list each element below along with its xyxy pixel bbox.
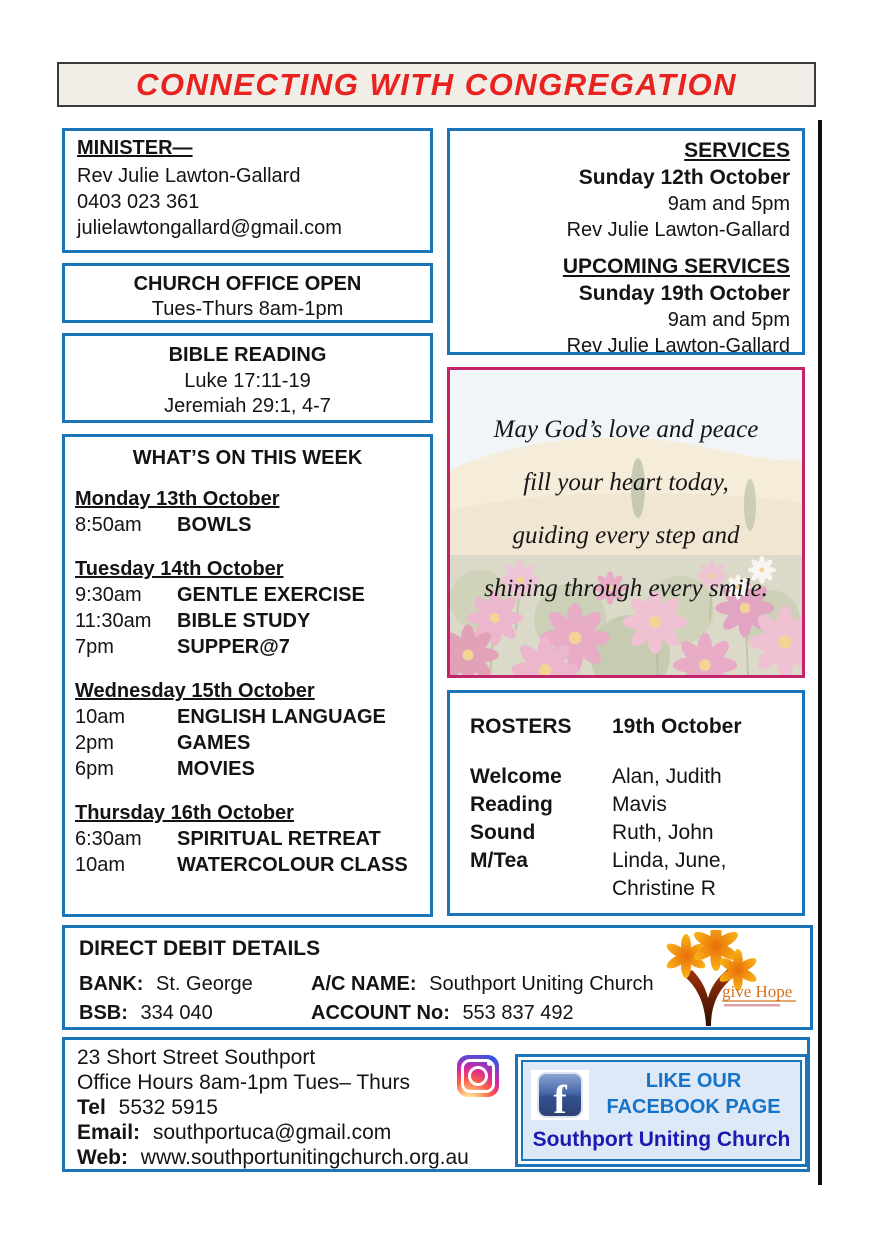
day-monday <box>75 486 420 538</box>
direct-debit-box <box>62 925 813 1030</box>
quote-line: guiding every step and <box>512 522 740 549</box>
service-date: Sunday 12th October <box>578 166 790 189</box>
footer-contact-box <box>62 1037 810 1172</box>
event-row <box>75 730 420 756</box>
event-name: SPIRITUAL RETREAT <box>177 828 381 850</box>
facebook-like-text <box>593 1068 794 1120</box>
acname-value: Southport Uniting Church <box>429 973 654 995</box>
facebook-like-line2: FACEBOOK PAGE <box>606 1096 781 1118</box>
bsb-cell <box>79 999 311 1028</box>
church-office-box <box>62 263 433 323</box>
upcoming-service-minister: Rev Julie Lawton-Gallard <box>566 335 790 357</box>
event-time: 9:30am <box>75 584 142 606</box>
event-row <box>75 852 420 878</box>
bank-cell <box>79 970 311 999</box>
event-time: 8:50am <box>75 514 142 536</box>
event-time: 10am <box>75 706 126 728</box>
upcoming-service-times: 9am and 5pm <box>667 309 790 331</box>
tel-label: Tel <box>77 1096 106 1119</box>
rosters-heading-row <box>470 713 802 741</box>
give-hope-text: give Hope <box>722 982 793 1001</box>
acname-label: A/C NAME: <box>311 973 417 995</box>
event-row <box>75 512 420 538</box>
account-cell <box>311 999 574 1028</box>
day-date: Thursday 16th October <box>75 802 294 824</box>
day-date: Monday 13th October <box>75 488 280 510</box>
roster-names: Alan, Judith <box>612 765 722 788</box>
day-thursday <box>75 800 420 878</box>
address-line: 23 Short Street Southport <box>77 1046 316 1069</box>
bank-value: St. George <box>156 973 253 995</box>
event-time: 10am <box>75 854 126 876</box>
event-time: 6:30am <box>75 828 142 850</box>
page-edge-line <box>818 120 822 1185</box>
instagram-icon <box>457 1055 499 1097</box>
rosters-heading: ROSTERS <box>470 715 572 738</box>
email-value: southportuca@gmail.com <box>152 1121 392 1144</box>
day-date: Tuesday 14th October <box>75 558 284 580</box>
facebook-like-line1: LIKE OUR <box>645 1070 742 1092</box>
facebook-icon-frame <box>531 1070 589 1120</box>
bible-reading-2: Jeremiah 29:1, 4-7 <box>164 395 331 417</box>
spacer <box>450 243 790 253</box>
direct-debit-heading: DIRECT DEBIT DETAILS <box>79 937 321 960</box>
services-box <box>447 128 805 355</box>
account-value: 553 837 492 <box>462 1002 574 1024</box>
event-name: SUPPER@7 <box>177 636 290 658</box>
event-time: 11:30am <box>75 610 152 632</box>
bible-reading-heading: BIBLE READING <box>168 344 327 366</box>
whats-on-box <box>62 434 433 917</box>
facebook-page-name: Southport Uniting Church <box>532 1128 791 1151</box>
minister-name: Rev Julie Lawton-Gallard <box>77 165 301 187</box>
day-wednesday <box>75 678 420 782</box>
quote-image-box <box>447 367 805 678</box>
title-banner <box>57 62 816 107</box>
bible-reading-box <box>62 333 433 423</box>
rosters-box <box>447 690 805 916</box>
event-time: 2pm <box>75 732 114 754</box>
church-office-hours: Tues-Thurs 8am-1pm <box>151 298 344 320</box>
event-row <box>75 582 420 608</box>
give-hope-logo <box>650 930 800 1026</box>
upcoming-services-heading: UPCOMING SERVICES <box>562 255 790 278</box>
minister-heading: MINISTER— <box>77 137 193 159</box>
roster-names: Ruth, John <box>612 821 714 844</box>
web-value: www.southportunitingchurch.org.au <box>140 1146 469 1169</box>
event-name: GAMES <box>177 732 251 754</box>
tel-value: 5532 5915 <box>118 1096 218 1119</box>
office-hours-line: Office Hours 8am-1pm Tues– Thurs <box>77 1071 411 1094</box>
event-name: WATERCOLOUR CLASS <box>177 854 408 876</box>
event-time: 6pm <box>75 758 114 780</box>
bank-label: BANK: <box>79 973 144 995</box>
minister-phone: 0403 023 361 <box>77 191 200 213</box>
service-times: 9am and 5pm <box>667 193 790 215</box>
roster-names: Mavis <box>612 793 667 816</box>
upcoming-service-date: Sunday 19th October <box>578 282 790 305</box>
event-time: 7pm <box>75 636 114 658</box>
day-date: Wednesday 15th October <box>75 680 315 702</box>
event-row <box>75 704 420 730</box>
whats-on-heading: WHAT’S ON THIS WEEK <box>132 447 363 469</box>
bible-reading-1: Luke 17:11-19 <box>184 370 311 392</box>
event-name: MOVIES <box>177 758 255 780</box>
bsb-value: 334 040 <box>140 1002 213 1024</box>
acname-cell <box>311 970 654 999</box>
account-label: ACCOUNT No: <box>311 1002 450 1024</box>
roster-role: Reading <box>470 793 553 816</box>
web-label: Web: <box>77 1146 128 1169</box>
roster-names: Christine R <box>612 877 716 900</box>
roster-row-continuation <box>470 875 802 903</box>
day-tuesday <box>75 556 420 660</box>
event-row <box>75 634 420 660</box>
roster-role: Welcome <box>470 765 562 788</box>
quote-text <box>450 370 802 675</box>
quote-line: May God’s love and peace <box>493 416 759 443</box>
event-name: BOWLS <box>177 514 252 536</box>
bsb-label: BSB: <box>79 1002 128 1024</box>
roster-row <box>470 791 802 819</box>
minister-email: julielawtongallard@gmail.com <box>77 217 342 239</box>
event-row <box>75 756 420 782</box>
quote-line: shining through every smile. <box>484 575 768 602</box>
event-row <box>75 608 420 634</box>
rosters-date: 19th October <box>612 715 742 738</box>
roster-row <box>470 819 802 847</box>
event-name: GENTLE EXERCISE <box>177 584 365 606</box>
roster-role: M/Tea <box>470 849 528 872</box>
event-name: ENGLISH LANGUAGE <box>177 706 386 728</box>
event-row <box>75 826 420 852</box>
email-label: Email: <box>77 1121 141 1144</box>
roster-names: Linda, June, <box>612 849 727 872</box>
minister-box <box>62 128 433 253</box>
facebook-icon: f <box>537 1072 583 1118</box>
church-office-heading: CHURCH OFFICE OPEN <box>133 273 362 295</box>
page-title: CONNECTING WITH CONGREGATION <box>135 66 738 102</box>
services-heading: SERVICES <box>684 139 790 162</box>
quote-line: fill your heart today, <box>523 469 729 496</box>
facebook-box <box>515 1054 808 1167</box>
service-minister: Rev Julie Lawton-Gallard <box>566 219 790 241</box>
facebook-box-inner <box>521 1060 802 1161</box>
roster-row <box>470 763 802 791</box>
roster-row <box>470 847 802 875</box>
event-name: BIBLE STUDY <box>177 610 311 632</box>
roster-role: Sound <box>470 821 536 844</box>
